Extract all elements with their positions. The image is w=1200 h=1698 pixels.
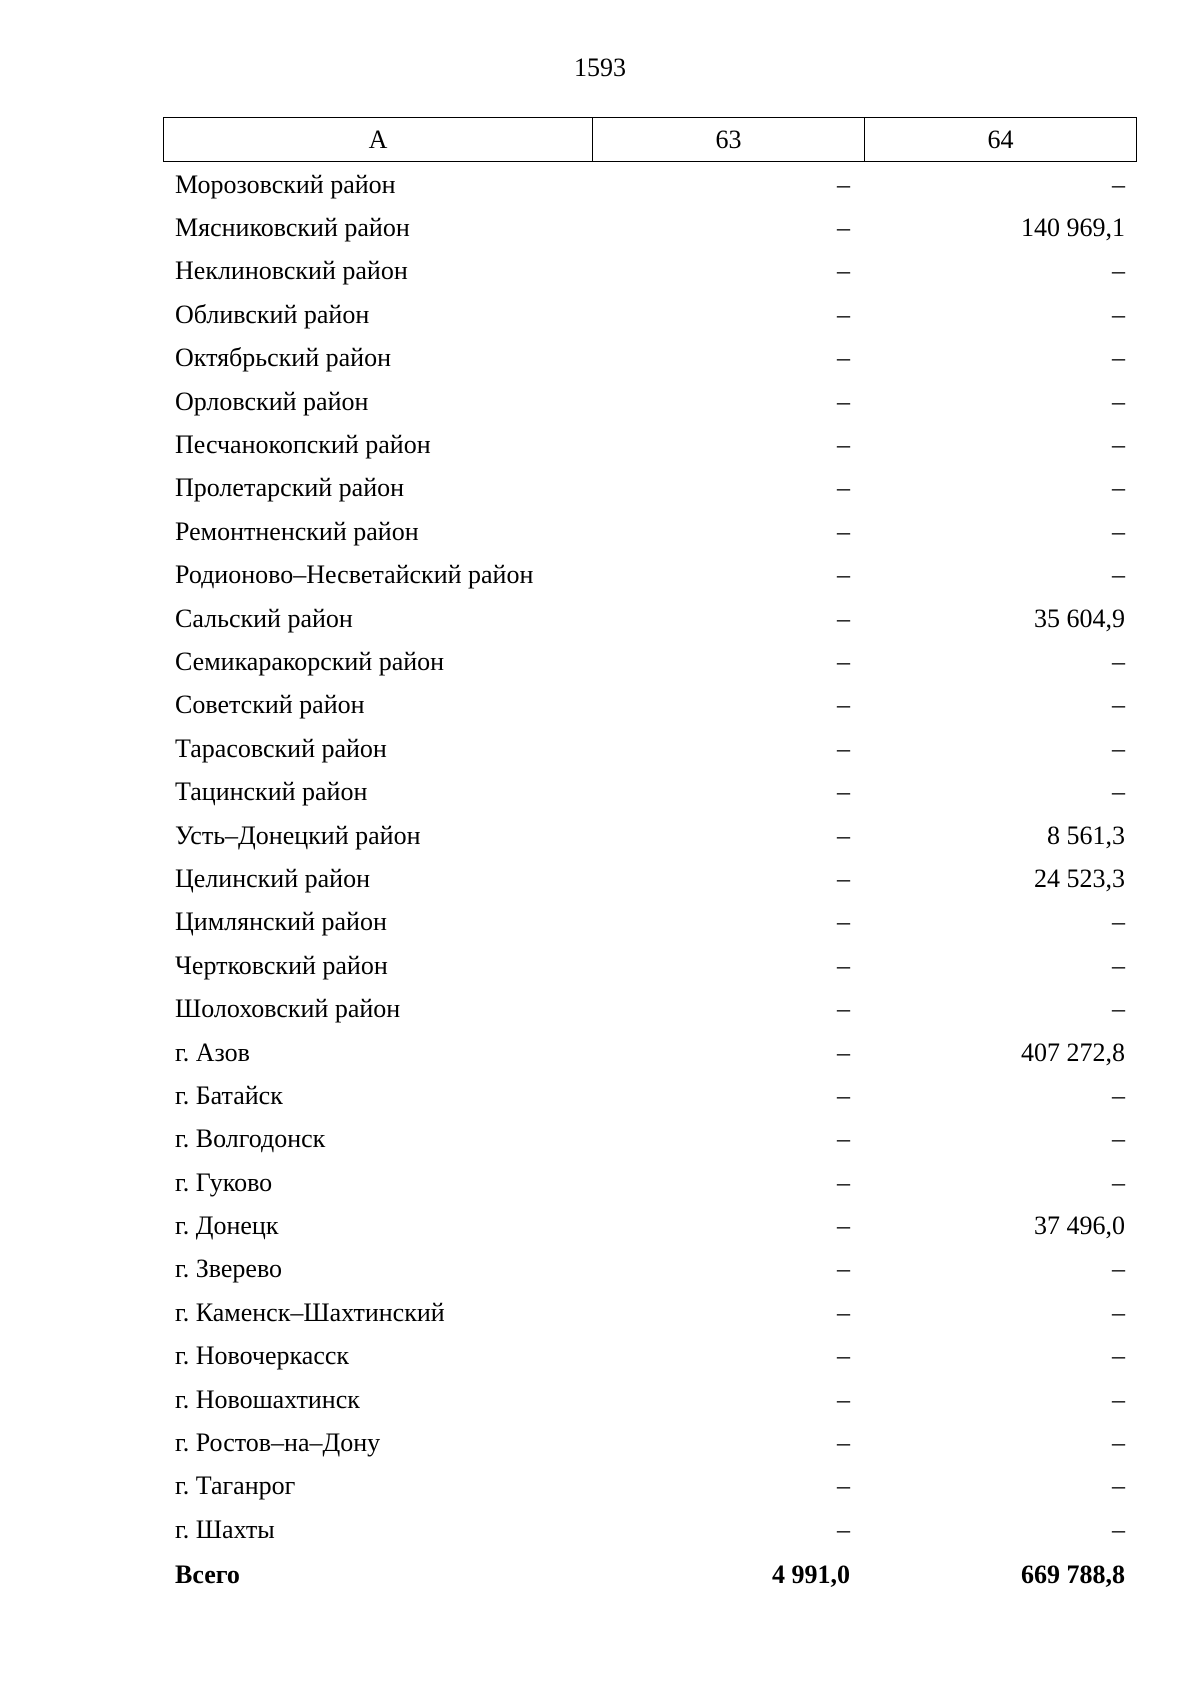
- row-value-64: 37 496,0: [1034, 1211, 1125, 1241]
- row-value-63: –: [837, 1037, 850, 1067]
- row-name: г. Новошахтинск: [175, 1384, 360, 1414]
- row-name: г. Таганрог: [175, 1471, 296, 1501]
- table-row: [163, 1118, 1137, 1161]
- row-value-64: –: [1112, 1254, 1125, 1284]
- table-row: [163, 380, 1137, 423]
- row-value-64: –: [1112, 1080, 1125, 1110]
- row-value-64: –: [1112, 1341, 1125, 1371]
- row-value-64: –: [1112, 1297, 1125, 1327]
- row-value-63: –: [837, 516, 850, 546]
- row-value-63: –: [837, 430, 850, 460]
- row-value-63: –: [837, 603, 850, 633]
- row-value-64: –: [1112, 256, 1125, 286]
- page-number: 1593: [574, 53, 626, 82]
- row-name: г. Ростов–на–Дону: [175, 1428, 381, 1458]
- row-name: г. Новочеркасск: [175, 1341, 350, 1371]
- total-label: Всего: [175, 1560, 240, 1590]
- row-name: Пролетарский район: [175, 473, 405, 503]
- row-name: Октябрьский район: [175, 343, 391, 373]
- row-name: Тацинский район: [175, 777, 368, 807]
- row-name: Морозовский район: [175, 169, 396, 199]
- row-value-63: –: [837, 1124, 850, 1154]
- row-value-63: –: [837, 820, 850, 850]
- row-value-63: –: [837, 1080, 850, 1110]
- row-value-63: –: [837, 994, 850, 1024]
- table-row: [163, 1378, 1137, 1421]
- row-name: Ремонтненский район: [175, 516, 419, 546]
- row-name: Родионово–Несветайский район: [175, 560, 534, 590]
- row-value-63: –: [837, 1341, 850, 1371]
- row-name: г. Азов: [175, 1037, 250, 1067]
- total-value-63: 4 991,0: [772, 1560, 850, 1590]
- row-value-63: –: [837, 733, 850, 763]
- row-value-64: 35 604,9: [1034, 603, 1125, 633]
- row-name: Усть–Донецкий район: [175, 820, 421, 850]
- row-name: Сальский район: [175, 603, 353, 633]
- table-row: [163, 554, 1137, 597]
- row-value-64: –: [1112, 950, 1125, 980]
- table-row: [163, 987, 1137, 1030]
- row-value-64: –: [1112, 907, 1125, 937]
- row-value-63: –: [837, 907, 850, 937]
- row-name: г. Батайск: [175, 1080, 283, 1110]
- row-value-64: –: [1112, 1428, 1125, 1458]
- row-value-63: –: [837, 690, 850, 720]
- row-value-63: –: [837, 560, 850, 590]
- table-row: [163, 770, 1137, 813]
- row-value-64: –: [1112, 1167, 1125, 1197]
- table-row: [163, 1508, 1137, 1551]
- table-row: [163, 1204, 1137, 1247]
- row-value-63: –: [837, 343, 850, 373]
- row-value-64: –: [1112, 777, 1125, 807]
- row-name: Шолоховский район: [175, 994, 401, 1024]
- row-name: г. Каменск–Шахтинский: [175, 1297, 445, 1327]
- row-value-63: –: [837, 777, 850, 807]
- row-value-63: –: [837, 1211, 850, 1241]
- row-value-63: –: [837, 950, 850, 980]
- table-row: [163, 944, 1137, 987]
- table-row: [163, 1031, 1137, 1074]
- table-row: [163, 467, 1137, 510]
- row-value-63: –: [837, 169, 850, 199]
- header-column-a: А: [164, 118, 593, 161]
- table-row: [163, 1074, 1137, 1117]
- table-row: [163, 901, 1137, 944]
- row-name: Чертковский район: [175, 950, 388, 980]
- table-body: [163, 163, 1137, 1597]
- row-value-64: –: [1112, 1124, 1125, 1154]
- header-column-64: 64: [987, 124, 1014, 154]
- row-name: Целинский район: [175, 863, 370, 893]
- table-row: [163, 684, 1137, 727]
- row-value-64: –: [1112, 169, 1125, 199]
- row-name: г. Волгодонск: [175, 1124, 326, 1154]
- row-value-63: –: [837, 1514, 850, 1544]
- row-value-63: –: [837, 1428, 850, 1458]
- row-value-64: –: [1112, 516, 1125, 546]
- table-row: [163, 206, 1137, 249]
- row-name: г. Шахты: [175, 1514, 275, 1544]
- row-value-63: –: [837, 473, 850, 503]
- row-value-64: –: [1112, 430, 1125, 460]
- row-value-64: –: [1112, 473, 1125, 503]
- row-value-63: –: [837, 1384, 850, 1414]
- row-value-64: –: [1112, 690, 1125, 720]
- row-value-64: –: [1112, 560, 1125, 590]
- row-name: Тарасовский район: [175, 733, 387, 763]
- total-row: [163, 1554, 1137, 1597]
- table-row: [163, 293, 1137, 336]
- table-header: [163, 117, 1137, 162]
- row-value-64: 24 523,3: [1034, 863, 1125, 893]
- row-value-63: –: [837, 386, 850, 416]
- table-row: [163, 727, 1137, 770]
- row-value-63: –: [837, 863, 850, 893]
- table-row: [163, 1465, 1137, 1508]
- table-row: [163, 1421, 1137, 1464]
- table-row: [163, 1248, 1137, 1291]
- table-row: [163, 423, 1137, 466]
- row-value-63: –: [837, 299, 850, 329]
- row-name: Неклиновский район: [175, 256, 408, 286]
- row-value-64: 140 969,1: [1021, 213, 1125, 243]
- row-value-64: –: [1112, 733, 1125, 763]
- row-name: Советский район: [175, 690, 365, 720]
- table-row: [163, 337, 1137, 380]
- row-name: Песчанокопский район: [175, 430, 431, 460]
- row-value-64: –: [1112, 646, 1125, 676]
- table-row: [163, 857, 1137, 900]
- table-row: [163, 1335, 1137, 1378]
- row-name: г. Донецк: [175, 1211, 279, 1241]
- row-name: Мясниковский район: [175, 213, 410, 243]
- row-name: Орловский район: [175, 386, 369, 416]
- row-value-63: –: [837, 1167, 850, 1197]
- row-value-63: –: [837, 1471, 850, 1501]
- row-value-64: –: [1112, 299, 1125, 329]
- row-value-63: –: [837, 646, 850, 676]
- table-row: [163, 640, 1137, 683]
- row-value-64: –: [1112, 994, 1125, 1024]
- row-value-64: 407 272,8: [1021, 1037, 1125, 1067]
- row-value-64: –: [1112, 1384, 1125, 1414]
- row-value-64: 8 561,3: [1047, 820, 1125, 850]
- table-row: [163, 510, 1137, 553]
- total-value-64: 669 788,8: [1021, 1560, 1125, 1590]
- table-row: [163, 163, 1137, 206]
- row-value-63: –: [837, 256, 850, 286]
- table-row: [163, 250, 1137, 293]
- table-row: [163, 1161, 1137, 1204]
- row-value-63: –: [837, 213, 850, 243]
- row-name: Семикаракорский район: [175, 646, 445, 676]
- row-name: г. Гуково: [175, 1167, 273, 1197]
- row-value-64: –: [1112, 1514, 1125, 1544]
- row-value-64: –: [1112, 1471, 1125, 1501]
- row-name: г. Зверево: [175, 1254, 283, 1284]
- table-row: [163, 1291, 1137, 1334]
- row-value-64: –: [1112, 386, 1125, 416]
- table-row: [163, 597, 1137, 640]
- row-value-64: –: [1112, 343, 1125, 373]
- row-value-63: –: [837, 1254, 850, 1284]
- row-name: Обливский район: [175, 299, 370, 329]
- header-column-63: 63: [593, 118, 865, 161]
- table-row: [163, 814, 1137, 857]
- row-value-63: –: [837, 1297, 850, 1327]
- row-name: Цимлянский район: [175, 907, 387, 937]
